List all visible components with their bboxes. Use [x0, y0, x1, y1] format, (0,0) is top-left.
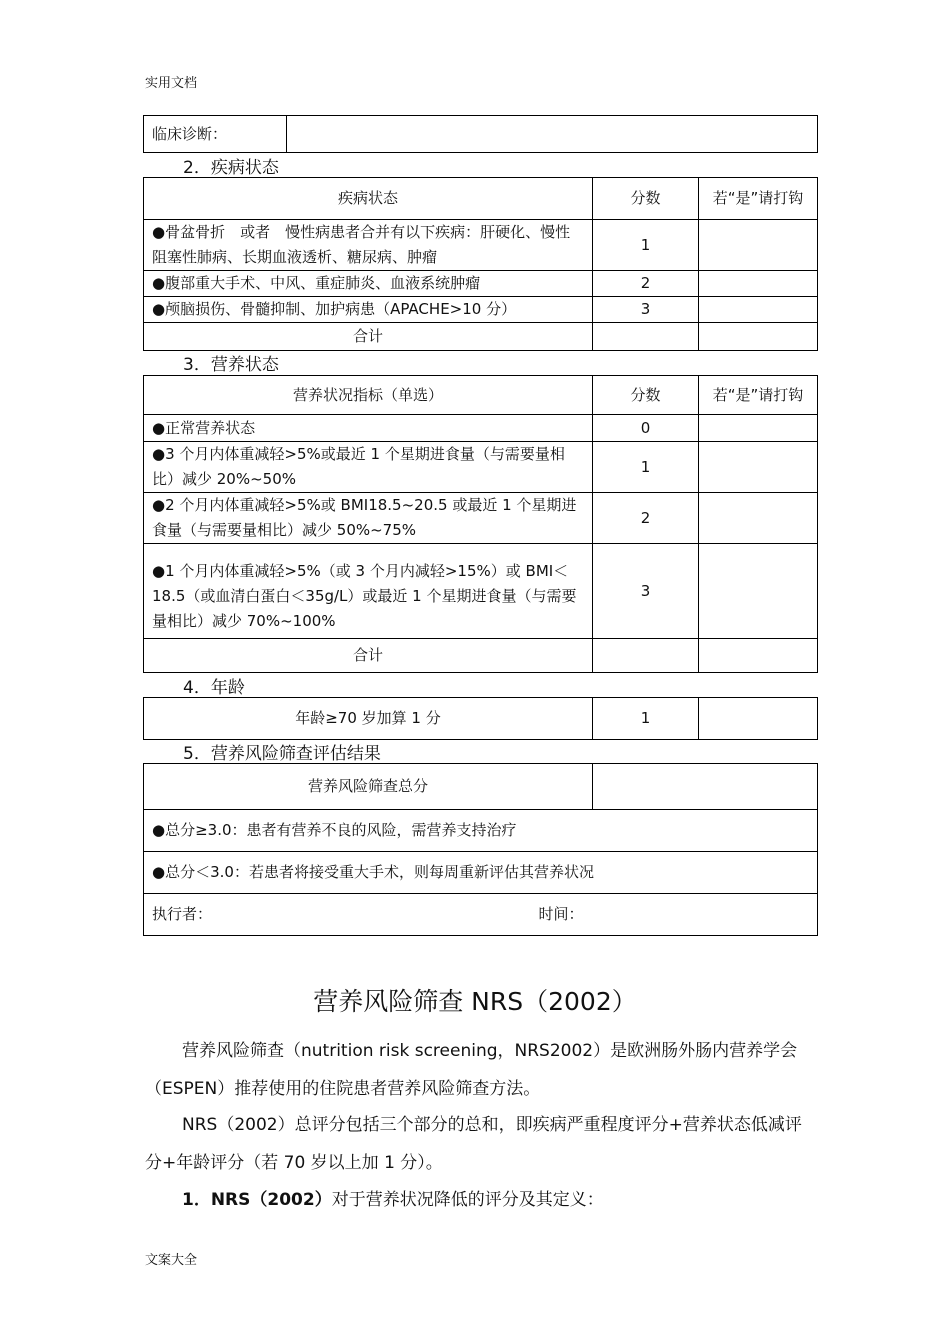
- time-label: 时间：: [538, 905, 584, 923]
- age-row-checkbox[interactable]: [699, 698, 818, 740]
- page-header: 实用文档: [145, 76, 198, 91]
- diagnosis-label: 临床诊断：: [144, 116, 287, 153]
- nutrition-row-3-score: 2: [593, 493, 699, 544]
- nutrition-total-label: 合计: [144, 639, 593, 673]
- page-footer: 文案大全: [145, 1253, 198, 1268]
- age-table: [143, 697, 818, 740]
- disease-total-score[interactable]: [593, 323, 699, 351]
- nutrition-total-check[interactable]: [699, 639, 818, 673]
- age-row-score: 1: [593, 698, 699, 740]
- disease-total-label: 合计: [144, 323, 593, 351]
- disease-table: [143, 177, 818, 351]
- disease-total-check[interactable]: [699, 323, 818, 351]
- disease-row-3-checkbox[interactable]: [699, 297, 818, 323]
- result-low-risk: ●总分＜3.0：若患者将接受重大手术，则每周重新评估其营养状况: [144, 852, 818, 894]
- doc-paragraph-3: [145, 1181, 810, 1219]
- signature-row: [144, 894, 818, 936]
- disease-row-2-text: ●腹部重大手术、中风、重症肺炎、血液系统肿瘤: [144, 271, 593, 297]
- disease-header-score: 分数: [593, 178, 699, 220]
- nutrition-row-4-checkbox[interactable]: [699, 544, 818, 639]
- nutrition-row-2-score: 1: [593, 442, 699, 493]
- disease-row-1-checkbox[interactable]: [699, 220, 818, 271]
- nutrition-row-4-score: 3: [593, 544, 699, 639]
- section-2-title: 2．疾病状态: [183, 158, 279, 178]
- disease-header-check: 若“是”请打钩: [699, 178, 818, 220]
- nutrition-row-1-text: ●正常营养状态: [144, 415, 593, 442]
- nutrition-row-2-checkbox[interactable]: [699, 442, 818, 493]
- disease-row-2-checkbox[interactable]: [699, 271, 818, 297]
- section-4-title: 4．年龄: [183, 678, 245, 698]
- age-row-text: 年龄≥70 岁加算 1 分: [144, 698, 593, 740]
- doc-paragraph-3-heading: 1．NRS（2002）: [182, 1190, 332, 1210]
- section-3-title: 3．营养状态: [183, 355, 279, 375]
- disease-row-1-score: 1: [593, 220, 699, 271]
- nutrition-row-4-text: ●1 个月内体重减轻>5%（或 3 个月内减轻>15%）或 BMI＜18.5（或血清白蛋白＜35g/L）或最近 1 个星期进食量（与需要量相比）减少 70%~100%: [144, 544, 593, 639]
- nutrition-total-score[interactable]: [593, 639, 699, 673]
- section-5-title: 5．营养风险筛查评估结果: [183, 744, 381, 764]
- executor-label: 执行者：: [152, 905, 213, 923]
- doc-paragraph-1: 营养风险筛查（nutrition risk screening，NRS2002）是欧洲肠外肠内营养学会（ESPEN）推荐使用的住院患者营养风险筛查方法。: [145, 1041, 798, 1099]
- result-total-label: 营养风险筛查总分: [144, 764, 593, 810]
- nutrition-header-score: 分数: [593, 376, 699, 415]
- disease-row-1-text: ●骨盆骨折 或者 慢性病患者合并有以下疾病：肝硬化、慢性阻塞性肺病、长期血液透析、糖尿病、肿瘤: [144, 220, 593, 271]
- diagnosis-value[interactable]: [287, 116, 818, 153]
- nutrition-header-check: 若“是”请打钩: [699, 376, 818, 415]
- nutrition-row-3-checkbox[interactable]: [699, 493, 818, 544]
- nutrition-table: [143, 375, 818, 673]
- nutrition-row-1-score: 0: [593, 415, 699, 442]
- nutrition-row-3-text: ●2 个月内体重减轻>5%或 BMI18.5~20.5 或最近 1 个星期进食量（与需要量相比）减少 50%~75%: [144, 493, 593, 544]
- diagnosis-table: [143, 115, 818, 153]
- result-table: [143, 763, 818, 936]
- nutrition-header-indicator: 营养状况指标（单选）: [144, 376, 593, 415]
- doc-paragraph-3-text: 对于营养状况降低的评分及其定义：: [331, 1190, 604, 1210]
- disease-row-3-score: 3: [593, 297, 699, 323]
- doc-title: 营养风险筛查 NRS（2002）: [313, 987, 637, 1016]
- doc-paragraph-2: NRS（2002）总评分包括三个部分的总和，即疾病严重程度评分+营养状态低减评分+年龄评分（若 70 岁以上加 1 分）。: [145, 1115, 802, 1173]
- disease-header-condition: 疾病状态: [144, 178, 593, 220]
- disease-row-3-text: ●颅脑损伤、骨髓抑制、加护病患（APACHE>10 分）: [144, 297, 593, 323]
- result-total-value[interactable]: [593, 764, 818, 810]
- nutrition-row-1-checkbox[interactable]: [699, 415, 818, 442]
- result-high-risk: ●总分≥3.0：患者有营养不良的风险，需营养支持治疗: [144, 810, 818, 852]
- nutrition-row-2-text: ●3 个月内体重减轻>5%或最近 1 个星期进食量（与需要量相比）减少 20%~50%: [144, 442, 593, 493]
- disease-row-2-score: 2: [593, 271, 699, 297]
